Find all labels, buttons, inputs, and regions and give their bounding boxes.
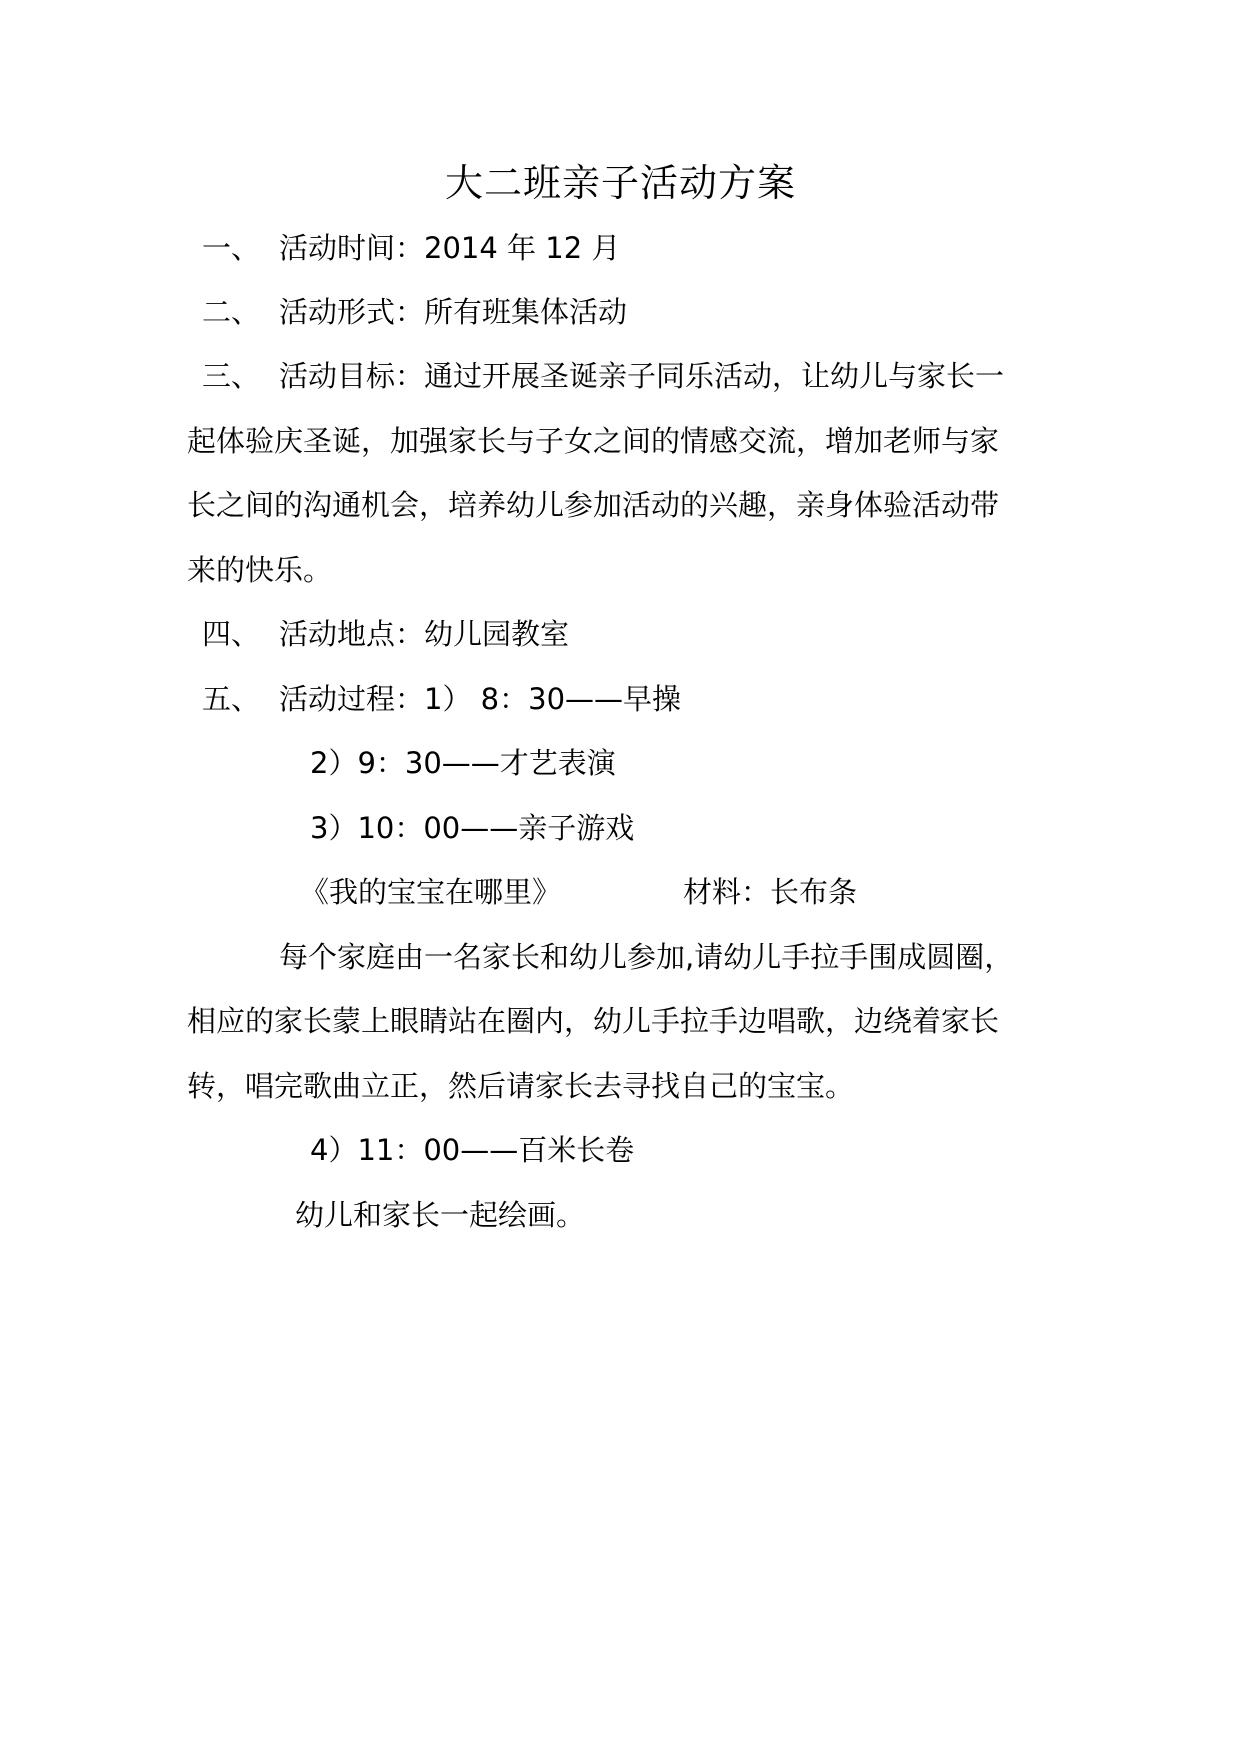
section-3-line-3: 长之间的沟通机会，培养幼儿参加活动的兴趣，亲身体验活动带 [187, 488, 1000, 522]
section-3-number: 三、 [202, 359, 261, 393]
section-2-number: 二、 [202, 295, 261, 329]
section-5-number: 五、 [202, 682, 261, 716]
section-4-text: 活动地点：幼儿园教室 [279, 617, 570, 651]
section-2-text: 活动形式：所有班集体活动 [279, 295, 628, 329]
game-desc-line-2: 相应的家长蒙上眼睛站在圈内，幼儿手拉手边唱歌，边绕着家长 [187, 1004, 1000, 1038]
game-desc-line-3: 转，唱完歌曲立正，然后请家长去寻找自己的宝宝。 [187, 1069, 855, 1103]
section-1-text: 活动时间：2014 年 12 月 [279, 231, 621, 265]
game-name: 《我的宝宝在哪里》 [300, 875, 562, 909]
page-title: 大二班亲子活动方案 [444, 161, 796, 205]
section-4-number: 四、 [202, 617, 261, 651]
section-3-line-2: 起体验庆圣诞，加强家长与子女之间的情感交流，增加老师与家 [187, 424, 1000, 458]
step-4-desc: 幼儿和家长一起绘画。 [295, 1198, 586, 1232]
game-desc-line-1: 每个家庭由一名家长和幼儿参加,请幼儿手拉手围成圆圈， [279, 940, 1014, 974]
section-3-line-1: 活动目标：通过开展圣诞亲子同乐活动，让幼儿与家长一 [279, 359, 1005, 393]
step-3: 3）10：00——亲子游戏 [310, 811, 635, 845]
game-material: 材料：长布条 [683, 875, 858, 909]
step-1: 活动过程：1） 8：30——早操 [279, 682, 682, 716]
section-3-line-4: 来的快乐。 [187, 553, 333, 587]
step-4: 4）11：00——百米长卷 [310, 1133, 635, 1167]
section-1-number: 一、 [202, 231, 261, 265]
step-2: 2）9：30——才艺表演 [310, 746, 616, 780]
